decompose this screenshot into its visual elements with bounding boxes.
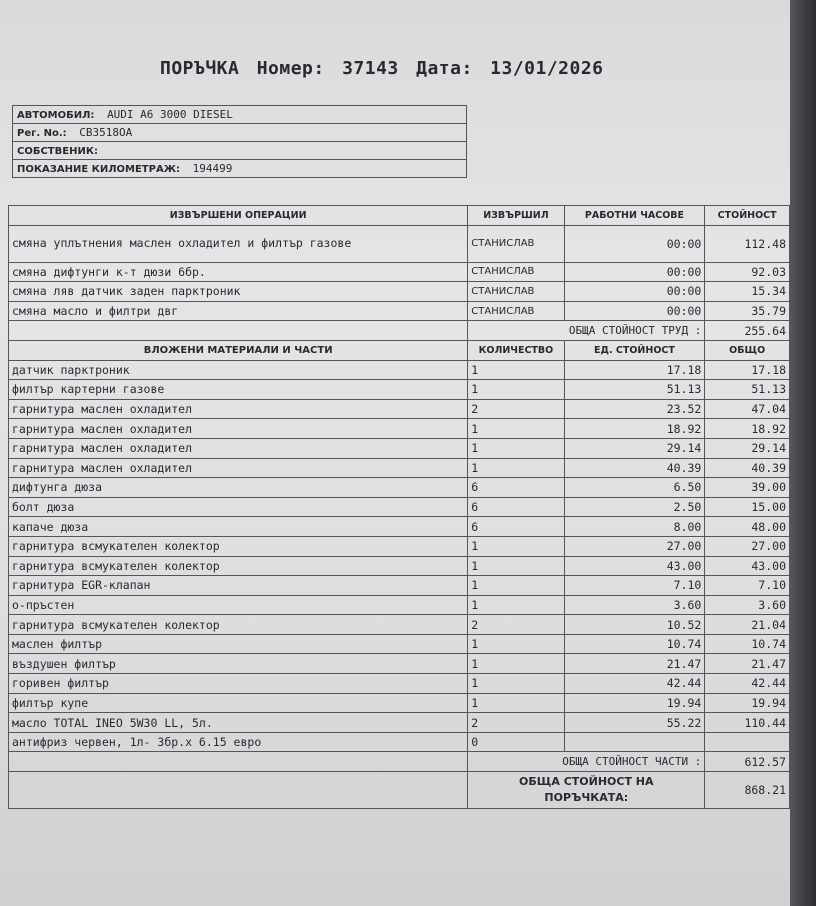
operation-cost: 112.48: [705, 225, 790, 262]
part-row: [9, 438, 790, 458]
part-unit-price: 51.13: [564, 380, 705, 400]
part-total: [705, 732, 790, 752]
part-quantity: 1: [468, 595, 564, 615]
parts-title: ВЛОЖЕНИ МАТЕРИАЛИ И ЧАСТИ: [9, 340, 468, 360]
part-row: [9, 419, 790, 439]
car-label: АВТОМОБИЛ:: [17, 110, 95, 121]
car-value: AUDI A6 3000 DIESEL: [107, 108, 233, 121]
part-total: 47.04: [705, 399, 790, 419]
operations-total-row: [9, 321, 790, 341]
operations-header-row: [9, 206, 790, 226]
part-unit-price: 2.50: [564, 497, 705, 517]
part-total: 19.94: [705, 693, 790, 713]
parts-body: [9, 360, 790, 752]
col-unit-header: ЕД. СТОЙНОСТ: [564, 340, 705, 360]
part-name: гарнитура маслен охладител: [9, 458, 468, 478]
operation-hours: 00:00: [564, 225, 705, 262]
part-row: [9, 693, 790, 713]
part-name: датчик парктроник: [9, 360, 468, 380]
operation-cost: 15.34: [705, 282, 790, 302]
part-name: гарнитура всмукателен колектор: [9, 556, 468, 576]
owner-label: СОБСТВЕНИК:: [17, 146, 98, 157]
part-quantity: 1: [468, 380, 564, 400]
part-name: антифриз червен, 1л- 3бр.х 6.15 евро: [9, 732, 468, 752]
operation-worker: СТАНИСЛАВ: [468, 282, 564, 302]
part-quantity: 2: [468, 399, 564, 419]
part-unit-price: 7.10: [564, 576, 705, 596]
part-name: маслен филтър: [9, 634, 468, 654]
part-quantity: 2: [468, 615, 564, 635]
part-name: дифтунга дюза: [9, 478, 468, 498]
part-quantity: 1: [468, 654, 564, 674]
part-unit-price: 23.52: [564, 399, 705, 419]
part-unit-price: 3.60: [564, 595, 705, 615]
part-row: [9, 576, 790, 596]
car-info-table: [12, 105, 467, 178]
part-total: 18.92: [705, 419, 790, 439]
part-name: филтър купе: [9, 693, 468, 713]
part-row: [9, 399, 790, 419]
part-row: [9, 732, 790, 752]
part-unit-price: 55.22: [564, 713, 705, 733]
part-quantity: 6: [468, 497, 564, 517]
part-row: [9, 360, 790, 380]
operations-total-label: ОБЩА СТОЙНОСТ ТРУД :: [468, 321, 705, 341]
operation-cost: 35.79: [705, 301, 790, 321]
order-date: 13/01/2026: [490, 58, 604, 79]
part-unit-price: 6.50: [564, 478, 705, 498]
part-quantity: 6: [468, 517, 564, 537]
car-row: [13, 106, 467, 124]
part-row: [9, 674, 790, 694]
part-row: [9, 458, 790, 478]
part-name: гарнитура маслен охладител: [9, 399, 468, 419]
part-name: горивен филтър: [9, 674, 468, 694]
part-total: 21.04: [705, 615, 790, 635]
km-value: 194499: [192, 162, 233, 175]
owner-row: [13, 142, 467, 160]
part-name: капаче дюза: [9, 517, 468, 537]
part-quantity: 1: [468, 419, 564, 439]
part-total: 21.47: [705, 654, 790, 674]
part-unit-price: 40.39: [564, 458, 705, 478]
reg-label: Рег. No.:: [17, 128, 67, 139]
part-row: [9, 615, 790, 635]
part-quantity: 1: [468, 634, 564, 654]
part-unit-price: 10.74: [564, 634, 705, 654]
part-row: [9, 634, 790, 654]
operation-name: смяна уплътнения маслен охладител и филтър газове: [9, 225, 468, 262]
operation-row: [9, 262, 790, 282]
part-total: 27.00: [705, 536, 790, 556]
grand-total-value: 868.21: [705, 772, 790, 809]
part-total: 51.13: [705, 380, 790, 400]
part-unit-price: 42.44: [564, 674, 705, 694]
operation-worker: СТАНИСЛАВ: [468, 301, 564, 321]
part-unit-price: 18.92: [564, 419, 705, 439]
part-unit-price: 8.00: [564, 517, 705, 537]
parts-total-label: ОБЩА СТОЙНОСТ ЧАСТИ :: [468, 752, 705, 772]
operation-hours: 00:00: [564, 282, 705, 302]
part-name: гарнитура маслен охладител: [9, 419, 468, 439]
empty-cell: [9, 752, 468, 772]
part-total: 40.39: [705, 458, 790, 478]
operation-name: смяна масло и филтри двг: [9, 301, 468, 321]
part-quantity: 6: [468, 478, 564, 498]
part-row: [9, 536, 790, 556]
parts-total-value: 612.57: [705, 752, 790, 772]
part-row: [9, 478, 790, 498]
operations-body: [9, 225, 790, 321]
date-label: Дата:: [416, 58, 473, 79]
part-unit-price: [564, 732, 705, 752]
part-name: въздушен филтър: [9, 654, 468, 674]
part-name: о-пръстен: [9, 595, 468, 615]
km-row: [13, 160, 467, 178]
part-row: [9, 654, 790, 674]
operation-name: смяна ляв датчик заден парктроник: [9, 282, 468, 302]
part-quantity: 1: [468, 360, 564, 380]
order-label: ПОРЪЧКА: [160, 58, 240, 79]
operations-total-section: [9, 321, 790, 360]
part-total: 110.44: [705, 713, 790, 733]
part-total: 39.00: [705, 478, 790, 498]
part-quantity: 1: [468, 693, 564, 713]
part-unit-price: 29.14: [564, 438, 705, 458]
operation-hours: 00:00: [564, 301, 705, 321]
part-name: гарнитура маслен охладител: [9, 438, 468, 458]
part-unit-price: 43.00: [564, 556, 705, 576]
order-number: 37143: [342, 58, 399, 79]
part-row: [9, 556, 790, 576]
background-edge: [790, 0, 816, 906]
operation-name: смяна дифтунги к-т дюзи 6бр.: [9, 262, 468, 282]
empty-cell: [9, 772, 468, 809]
operation-row: [9, 301, 790, 321]
part-name: гарнитура EGR-клапан: [9, 576, 468, 596]
parts-header-row: [9, 340, 790, 360]
part-name: гарнитура всмукателен колектор: [9, 615, 468, 635]
operation-worker: СТАНИСЛАВ: [468, 262, 564, 282]
col-qty-header: КОЛИЧЕСТВО: [468, 340, 564, 360]
part-unit-price: 19.94: [564, 693, 705, 713]
empty-cell: [9, 321, 468, 341]
km-label: ПОКАЗАНИЕ КИЛОМЕТРАЖ:: [17, 164, 180, 175]
operation-hours: 00:00: [564, 262, 705, 282]
part-unit-price: 27.00: [564, 536, 705, 556]
part-total: 10.74: [705, 634, 790, 654]
col-who-header: ИЗВЪРШИЛ: [468, 206, 564, 226]
part-quantity: 1: [468, 556, 564, 576]
part-total: 29.14: [705, 438, 790, 458]
operation-row: [9, 225, 790, 262]
part-quantity: 1: [468, 458, 564, 478]
part-row: [9, 595, 790, 615]
part-row: [9, 517, 790, 537]
part-unit-price: 17.18: [564, 360, 705, 380]
part-row: [9, 497, 790, 517]
part-name: филтър картерни газове: [9, 380, 468, 400]
col-hours-header: РАБОТНИ ЧАСОВЕ: [564, 206, 705, 226]
reg-row: [13, 124, 467, 142]
part-name: болт дюза: [9, 497, 468, 517]
part-unit-price: 10.52: [564, 615, 705, 635]
part-unit-price: 21.47: [564, 654, 705, 674]
grand-total-label-line2: ПОРЪЧКАТА:: [544, 791, 629, 805]
part-total: 15.00: [705, 497, 790, 517]
parts-total-row: [9, 752, 790, 772]
operation-cost: 92.03: [705, 262, 790, 282]
number-label: Номер:: [256, 58, 325, 79]
part-quantity: 2: [468, 713, 564, 733]
operation-worker: СТАНИСЛАВ: [468, 225, 564, 262]
col-cost-header: СТОЙНОСТ: [705, 206, 790, 226]
part-total: 17.18: [705, 360, 790, 380]
operation-row: [9, 282, 790, 302]
part-quantity: 1: [468, 536, 564, 556]
part-name: гарнитура всмукателен колектор: [9, 536, 468, 556]
grand-total-label-line1: ОБЩА СТОЙНОСТ НА: [519, 775, 654, 789]
part-quantity: 1: [468, 576, 564, 596]
part-total: 48.00: [705, 517, 790, 537]
part-name: масло TOTAL INEO 5W30 LL, 5л.: [9, 713, 468, 733]
reg-value: CB3518OA: [79, 126, 133, 139]
part-total: 3.60: [705, 595, 790, 615]
part-row: [9, 380, 790, 400]
part-total: 42.44: [705, 674, 790, 694]
part-total: 43.00: [705, 556, 790, 576]
grand-total-row: [9, 772, 790, 809]
order-table: [8, 205, 790, 809]
operations-total-value: 255.64: [705, 321, 790, 341]
part-quantity: 1: [468, 674, 564, 694]
part-quantity: 1: [468, 438, 564, 458]
part-quantity: 0: [468, 732, 564, 752]
part-total: 7.10: [705, 576, 790, 596]
totals-section: [9, 752, 790, 809]
order-title: [160, 58, 640, 79]
col-total-header: ОБЩО: [705, 340, 790, 360]
grand-total-label: [468, 772, 705, 809]
part-row: [9, 713, 790, 733]
operations-title: ИЗВЪРШЕНИ ОПЕРАЦИИ: [9, 206, 468, 226]
